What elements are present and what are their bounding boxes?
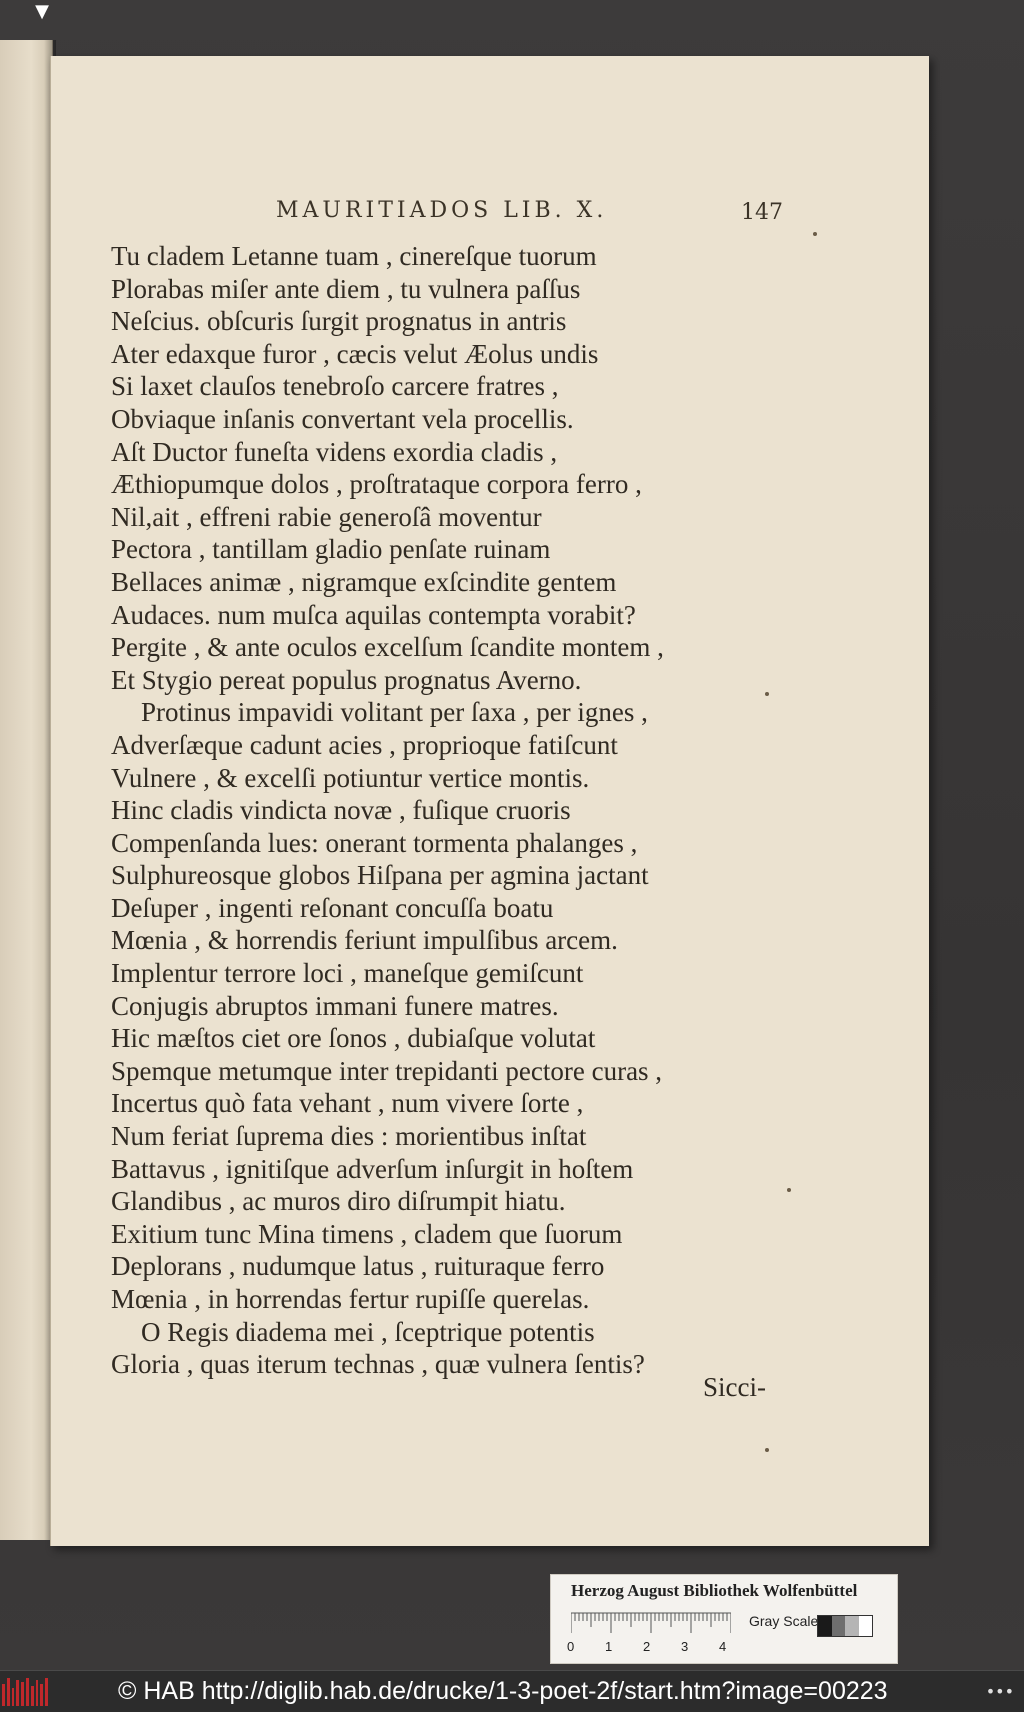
- verse-line: Hinc cladis vindicta novæ , fuſique cruoris: [111, 795, 571, 826]
- logo-bar: [45, 1678, 48, 1706]
- verse-line: Sulphureosque globos Hiſpana per agmina jactant: [111, 860, 649, 891]
- verse-line: Aſt Ductor funeſta videns exordia cladis ,: [111, 436, 558, 467]
- logo-bar: [12, 1688, 15, 1706]
- verse-line: Deplorans , nudumque latus , ruituraque ferro: [111, 1251, 605, 1282]
- catchword: Sicci-: [703, 1372, 766, 1402]
- verse-line: Battavus , ignitiſque adverſum inſurgit in hoſtem: [111, 1153, 634, 1184]
- running-head: MAURITIADOS LIB. X.: [276, 198, 608, 223]
- status-bar: [0, 1670, 1024, 1712]
- ruler-number: 1: [605, 1639, 613, 1654]
- logo-bar: [16, 1680, 19, 1706]
- verse-line: Audaces. num muſca aquilas contempta vorabit?: [111, 599, 636, 630]
- ruler-numbers: [567, 1639, 747, 1657]
- paper-speck: [787, 1188, 791, 1192]
- corner-marker-icon: ▼: [35, 1, 49, 22]
- verse-text: [111, 240, 811, 1381]
- source-url-text[interactable]: © HAB http://diglib.hab.de/drucke/1-3-poet-2f/start.htm?image=00223: [118, 1677, 888, 1705]
- verse-line: Nil,ait , effreni rabie generoſâ moventur: [111, 501, 542, 532]
- gray-swatch: [845, 1616, 859, 1636]
- verse-line: Deſuper , ingenti reſonant concuſſa boatu: [111, 892, 554, 923]
- verse-line: Obviaque inſanis convertant vela procellis.: [111, 403, 574, 434]
- gray-swatch: [859, 1616, 873, 1636]
- paper-speck: [765, 1448, 769, 1452]
- logo-bar: [2, 1684, 5, 1706]
- verse-line: Bellaces animæ , nigramque exſcindite gentem: [111, 566, 617, 597]
- verse-line: Compenſanda lues: onerant tormenta phalanges ,: [111, 827, 638, 858]
- library-name: Herzog August Bibliothek Wolfenbüttel: [571, 1581, 858, 1600]
- verse-line: Exitium tunc Mina timens , cladem que ſuorum: [111, 1218, 623, 1249]
- ruler-number: 0: [567, 1639, 575, 1654]
- logo-bar: [40, 1684, 43, 1706]
- verse-line: Incertus quò fata vehant , num vivere ſorte ,: [111, 1088, 584, 1119]
- verse-line: Adverſæque cadunt acies , proprioque fatiſcunt: [111, 729, 618, 760]
- ruler-number: 3: [681, 1639, 689, 1654]
- verse-line: Mœnia , in horrendas fertur rupiſſe querelas.: [111, 1284, 590, 1314]
- verse-line: Protinus impavidi volitant per ſaxa , per ignes ,: [141, 697, 648, 728]
- verse-line: Pergite , & ante oculos excelſum ſcandite montem ,: [111, 632, 664, 663]
- ruler-number: 2: [643, 1639, 651, 1654]
- logo-bar: [31, 1686, 34, 1706]
- verse-line: Si laxet clauſos tenebroſo carcere fratres ,: [111, 371, 559, 402]
- paper-speck: [765, 692, 769, 696]
- verse-line: Spemque metumque inter trepidanti pectore curas ,: [111, 1055, 663, 1086]
- verse-line: Conjugis abruptos immani funere matres.: [111, 990, 559, 1021]
- verse-line: Et Stygio pereat populus prognatus Averno.: [111, 664, 582, 695]
- ruler-scale: [571, 1611, 731, 1635]
- verse-line: Plorabas miſer ante diem , tu vulnera paſſus: [111, 273, 581, 304]
- ruler-number: 4: [719, 1639, 727, 1654]
- more-options-icon[interactable]: •••: [985, 1682, 1014, 1701]
- logo-bar: [7, 1678, 10, 1706]
- book-page: [50, 56, 929, 1546]
- verse-line: Hic mæſtos ciet ore ſonos , dubiaſque volutat: [111, 1023, 596, 1054]
- verse-line: Mœnia , & horrendis feriunt impulſibus arcem.: [111, 925, 618, 956]
- logo-bar: [21, 1682, 24, 1706]
- verse-line: Num feriat ſuprema dies : morientibus inſtat: [111, 1121, 587, 1152]
- logo-bar: [36, 1680, 39, 1706]
- verse-line: Pectora , tantillam gladio penſate ruinam: [111, 534, 551, 565]
- page-header: [51, 198, 929, 232]
- verse-line: Glandibus , ac muros diro diſrumpit hiatu.: [111, 1186, 566, 1217]
- gray-swatch: [818, 1616, 832, 1636]
- page-number: 147: [741, 200, 783, 225]
- gray-scale-label: Gray Scale: [749, 1613, 819, 1629]
- verse-line: O Regis diadema mei , ſceptrique potentis: [141, 1316, 595, 1347]
- verse-line: Gloria , quas iterum technas , quæ vulnera ſentis?: [111, 1349, 645, 1380]
- logo-bar: [26, 1678, 29, 1706]
- verse-line: Ater edaxque furor , cæcis velut Æolus undis: [111, 338, 599, 369]
- verse-line: Tu cladem Letanne tuam , cinereſque tuorum: [111, 241, 597, 271]
- paper-speck: [813, 232, 817, 236]
- gray-swatch: [832, 1616, 846, 1636]
- verse-line: Implentur terrore loci , maneſque gemiſcunt: [111, 958, 584, 989]
- hab-logo-icon: [0, 1678, 48, 1706]
- verse-line: Vulnere , & excelſi potiuntur vertice montis.: [111, 762, 590, 793]
- verse-line: Æthiopumque dolos , proſtrataque corpora ferro ,: [111, 469, 642, 500]
- gray-scale-swatches: [817, 1615, 873, 1637]
- verse-line: Neſcius. obſcuris ſurgit prognatus in antris: [111, 306, 567, 337]
- library-color-card: [550, 1574, 898, 1664]
